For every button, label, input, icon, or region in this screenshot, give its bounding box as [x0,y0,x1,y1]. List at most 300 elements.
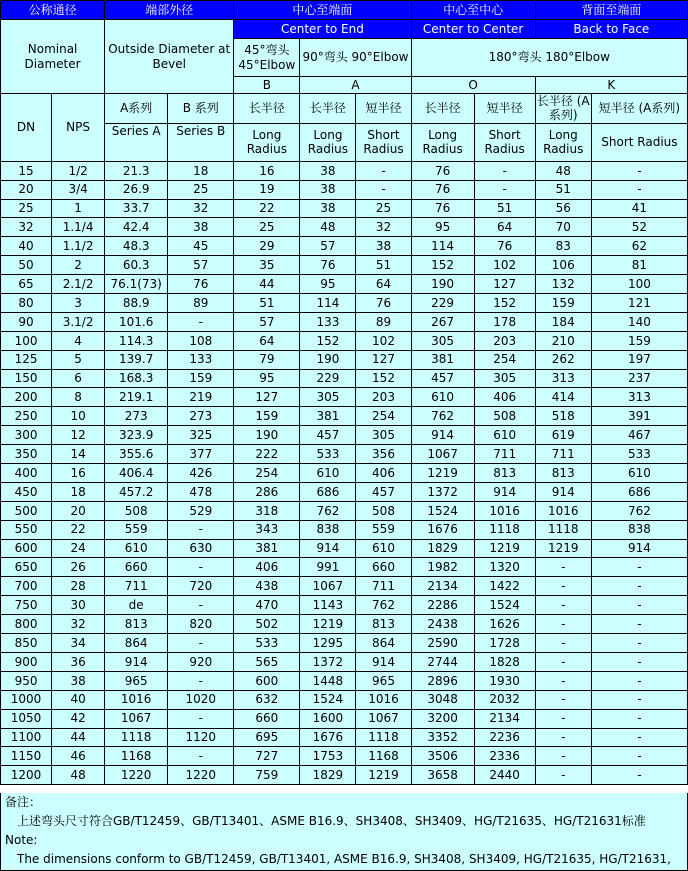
table-row [1,634,688,653]
table-row [1,596,688,615]
b2f-short-header-en: Short Radius [591,123,687,161]
table-cell: 219 [168,388,234,407]
table-cell: 813 [105,615,168,634]
table-cell: - [535,558,591,577]
table-cell: 139.7 [105,350,168,369]
table-cell: 1118 [535,520,591,539]
table-cell: - [356,161,411,180]
table-cell: 762 [356,596,411,615]
table-cell: 3658 [411,766,474,785]
table-cell: 25 [234,218,300,237]
table-cell: 1200 [1,766,52,785]
table-cell: 45 [168,237,234,256]
table-cell: 2744 [411,652,474,671]
table-row [1,520,688,539]
table-cell: 190 [411,275,474,294]
table-cell: 1676 [411,520,474,539]
table-cell: 426 [168,464,234,483]
table-cell: 508 [356,501,411,520]
table-row [1,558,688,577]
table-cell: 457 [300,426,356,445]
table-cell: - [591,766,687,785]
table-cell: 42.4 [105,218,168,237]
table-cell: 1320 [474,558,535,577]
table-cell: 727 [234,747,300,766]
table-cell: 457 [411,369,474,388]
table-cell: 406 [234,558,300,577]
table-cell: 600 [234,671,300,690]
table-cell: 32 [168,199,234,218]
table-cell: 470 [234,596,300,615]
table-cell: - [535,577,591,596]
table-cell: 391 [591,407,687,426]
table-cell: 529 [168,501,234,520]
table-cell: 250 [1,407,52,426]
table-cell: 60.3 [105,256,168,275]
table-cell: 533 [234,634,300,653]
table-cell: 26 [52,558,105,577]
table-cell: - [591,747,687,766]
table-cell: 127 [234,388,300,407]
table-cell: 48 [535,161,591,180]
table-cell: 40 [1,237,52,256]
table-cell: 190 [300,350,356,369]
table-cell: 64 [234,331,300,350]
table-cell: 33.7 [105,199,168,218]
table-cell: 254 [474,350,535,369]
table-cell: 619 [535,426,591,445]
table-cell: 5 [52,350,105,369]
table-cell: 35 [234,256,300,275]
table-cell: 813 [474,464,535,483]
table-cell: 2134 [411,577,474,596]
table-cell: 190 [234,426,300,445]
table-cell: 711 [535,445,591,464]
table-cell: 1 [52,199,105,218]
table-cell: 1982 [411,558,474,577]
table-row [1,766,688,785]
series-b-header-en: Series B [168,123,234,161]
table-cell: 1120 [168,728,234,747]
table-cell: - [591,709,687,728]
table-cell: - [535,690,591,709]
table-cell: 57 [234,312,300,331]
table-cell: 25 [356,199,411,218]
table-cell: 1016 [535,501,591,520]
table-cell: 76 [411,161,474,180]
table-cell: 502 [234,615,300,634]
table-cell: 508 [474,407,535,426]
table-cell: 660 [234,709,300,728]
table-row [1,615,688,634]
table-cell: 25 [168,180,234,199]
table-cell: - [535,615,591,634]
table-cell: - [535,747,591,766]
table-cell: 381 [411,350,474,369]
table-cell: 3048 [411,690,474,709]
table-cell: 820 [168,615,234,634]
table-cell: 32 [52,615,105,634]
back-to-face-header-en: Back to Face [535,20,687,39]
table-cell: - [535,709,591,728]
table-cell: 38 [168,218,234,237]
table-cell: 1067 [411,445,474,464]
table-cell: 1118 [356,728,411,747]
table-cell: 660 [356,558,411,577]
symbol-o: O [411,77,535,94]
table-cell: - [474,180,535,199]
table-cell: - [168,709,234,728]
table-cell: - [591,634,687,653]
table-cell: 101.6 [105,312,168,331]
table-cell: 343 [234,520,300,539]
table-cell: 2286 [411,596,474,615]
table-cell: - [535,634,591,653]
table-cell: 1168 [356,747,411,766]
table-cell: 559 [356,520,411,539]
table-cell: - [535,766,591,785]
table-cell: - [535,596,591,615]
table-cell: 864 [105,634,168,653]
table-cell: 914 [535,482,591,501]
elbow45-long-header-cn: 长半径 [234,94,300,124]
table-cell: 750 [1,596,52,615]
table-cell: 51 [234,294,300,313]
table-cell: 178 [474,312,535,331]
elbow-180-header: 180°弯头 180°Elbow [411,39,687,77]
table-cell: 838 [591,520,687,539]
back-to-face-header-cn: 背面至端面 [535,1,687,20]
table-cell: 51 [474,199,535,218]
table-cell: 313 [535,369,591,388]
table-cell: 203 [356,388,411,407]
table-cell: 210 [535,331,591,350]
table-cell: 1626 [474,615,535,634]
table-cell: 1067 [356,709,411,728]
table-cell: 38 [300,161,356,180]
table-cell: 16 [234,161,300,180]
table-cell: - [356,180,411,199]
table-cell: 630 [168,539,234,558]
center-to-end-header-en: Center to End [234,20,411,39]
table-cell: 1067 [105,709,168,728]
table-cell: 2134 [474,709,535,728]
table-cell: 25 [1,199,52,218]
table-cell: 273 [168,407,234,426]
elbow45-long-header-en: Long Radius [234,123,300,161]
table-cell: - [168,520,234,539]
table-cell: 12 [52,426,105,445]
table-cell: 350 [1,445,52,464]
table-cell: 197 [591,350,687,369]
table-cell: - [535,728,591,747]
table-cell: 1.1/2 [52,237,105,256]
table-cell: 686 [591,482,687,501]
table-row [1,388,688,407]
table-cell: 508 [105,501,168,520]
c2c-short-header-en: Short Radius [474,123,535,161]
table-cell: 41 [591,199,687,218]
table-cell: 1219 [356,766,411,785]
table-cell: 48.3 [105,237,168,256]
table-cell: 1829 [300,766,356,785]
table-cell: 56 [535,199,591,218]
table-cell: 438 [234,577,300,596]
table-cell: 457.2 [105,482,168,501]
symbol-a: A [300,77,411,94]
center-to-center-header-cn: 中心至中心 [411,1,535,20]
table-cell: 262 [535,350,591,369]
table-row [1,539,688,558]
table-cell: 6 [52,369,105,388]
table-cell: 610 [474,426,535,445]
table-cell: 914 [591,539,687,558]
table-row [1,256,688,275]
table-cell: 125 [1,350,52,369]
table-cell: - [168,558,234,577]
table-cell: 318 [234,501,300,520]
table-cell: 83 [535,237,591,256]
table-row [1,161,688,180]
table-cell: 38 [300,180,356,199]
table-cell: 813 [356,615,411,634]
table-cell: 406 [356,464,411,483]
table-cell: 3352 [411,728,474,747]
table-cell: 1118 [105,728,168,747]
table-cell: 184 [535,312,591,331]
table-cell: 2896 [411,671,474,690]
table-cell: 518 [535,407,591,426]
table-cell: 1448 [300,671,356,690]
table-cell: - [591,690,687,709]
table-cell: 18 [52,482,105,501]
table-row [1,407,688,426]
table-cell: 1.1/4 [52,218,105,237]
table-cell: 965 [356,671,411,690]
table-cell: 102 [356,331,411,350]
table-cell: 80 [1,294,52,313]
c2c-short-header-cn: 短半径 [474,94,535,124]
table-cell: - [168,596,234,615]
table-cell: 48 [300,218,356,237]
table-cell: 219.1 [105,388,168,407]
table-cell: 965 [105,671,168,690]
table-cell: 1295 [300,634,356,653]
table-cell: 42 [52,709,105,728]
table-cell: 305 [474,369,535,388]
table-cell: 632 [234,690,300,709]
table-cell: 914 [356,652,411,671]
table-cell: 48 [52,766,105,785]
table-cell: 40 [52,690,105,709]
table-cell: 76 [411,180,474,199]
table-cell: 3/4 [52,180,105,199]
table-row [1,464,688,483]
series-a-header-en: Series A [105,123,168,161]
table-cell: 24 [52,539,105,558]
table-cell: 800 [1,615,52,634]
table-cell: 20 [52,501,105,520]
table-cell: 1220 [168,766,234,785]
dn-header: DN [1,94,52,162]
c2c-long-header-cn: 长半径 [411,94,474,124]
table-cell: 52 [591,218,687,237]
table-cell: 1372 [300,652,356,671]
table-cell: - [591,728,687,747]
table-cell: 305 [300,388,356,407]
table-cell: 838 [300,520,356,539]
table-cell: 1930 [474,671,535,690]
table-row [1,501,688,520]
table-cell: 114 [411,237,474,256]
table-cell: 600 [1,539,52,558]
table-cell: 2236 [474,728,535,747]
table-cell: 200 [1,388,52,407]
table-cell: 127 [474,275,535,294]
table-cell: 1067 [300,577,356,596]
table-cell: 686 [300,482,356,501]
table-cell: 20 [1,180,52,199]
table-cell: 62 [591,237,687,256]
table-cell: 400 [1,464,52,483]
table-cell: 1219 [535,539,591,558]
table-cell: 325 [168,426,234,445]
table-cell: 1219 [411,464,474,483]
table-cell: 102 [474,256,535,275]
table-cell: 16 [52,464,105,483]
table-cell: 813 [535,464,591,483]
table-row [1,369,688,388]
table-cell: 1753 [300,747,356,766]
outside-header-cn: 端部外径 [105,1,234,20]
table-cell: 76.1(73) [105,275,168,294]
table-cell: 467 [591,426,687,445]
table-cell: 140 [591,312,687,331]
table-cell: 159 [535,294,591,313]
table-row [1,445,688,464]
table-cell: 38 [52,671,105,690]
table-cell: 2590 [411,634,474,653]
table-cell: 152 [411,256,474,275]
table-cell: 51 [356,256,411,275]
table-cell: 3 [52,294,105,313]
table-cell: 89 [168,294,234,313]
table-cell: 1828 [474,652,535,671]
table-cell: 121 [591,294,687,313]
symbol-b: B [234,77,300,94]
table-cell: 305 [411,331,474,350]
table-cell: 1524 [411,501,474,520]
table-cell: 76 [474,237,535,256]
table-cell: 565 [234,652,300,671]
table-cell: 300 [1,426,52,445]
table-cell: 114 [300,294,356,313]
table-cell: 1728 [474,634,535,653]
table-cell: 90 [1,312,52,331]
table-cell: 2.1/2 [52,275,105,294]
table-cell: 762 [411,407,474,426]
table-cell: 237 [591,369,687,388]
table-cell: 1600 [300,709,356,728]
elbow90-long-header-en: Long Radius [300,123,356,161]
table-cell: 991 [300,558,356,577]
table-cell: 700 [1,577,52,596]
table-cell: 100 [591,275,687,294]
table-cell: 2438 [411,615,474,634]
table-row [1,426,688,445]
table-cell: 1524 [300,690,356,709]
table-cell: 914 [474,482,535,501]
table-cell: 1/2 [52,161,105,180]
table-cell: 920 [168,652,234,671]
table-cell: 81 [591,256,687,275]
table-cell: - [535,671,591,690]
table-cell: 650 [1,558,52,577]
table-cell: 15 [1,161,52,180]
table-row [1,350,688,369]
table-cell: 950 [1,671,52,690]
table-cell: 168.3 [105,369,168,388]
notes-label-cn: 备注： [5,795,42,809]
table-cell: 95 [411,218,474,237]
table-row [1,652,688,671]
series-a-header-cn: A系列 [105,94,168,124]
table-cell: 381 [234,539,300,558]
table-cell: 38 [356,237,411,256]
table-cell: 273 [105,407,168,426]
table-cell: 381 [300,407,356,426]
table-cell: 29 [234,237,300,256]
table-row [1,690,688,709]
table-cell: 32 [1,218,52,237]
outside-header-en: Outside Diameter at Bevel [105,20,234,94]
table-cell: 127 [356,350,411,369]
table-cell: 286 [234,482,300,501]
table-cell: 108 [168,331,234,350]
table-cell: 18 [168,161,234,180]
table-cell: 414 [535,388,591,407]
table-cell: 720 [168,577,234,596]
notes-text-cn: 上述弯头尺寸符合GB/T12459、GB/T13401、ASME B16.9、SH3408、SH3409、HG/T21635、HG/T21631标准 [17,814,646,828]
b2f-long-header-cn: 长半径 (A系列) [536,94,590,123]
table-cell: 1219 [474,539,535,558]
table-body [1,161,688,784]
table-cell: 457 [356,482,411,501]
table-cell: 1422 [474,577,535,596]
table-cell: - [591,161,687,180]
symbol-k: K [535,77,687,94]
table-cell: 762 [300,501,356,520]
table-cell: - [168,312,234,331]
table-cell: 559 [105,520,168,539]
table-row [1,331,688,350]
table-cell: 8 [52,388,105,407]
table-cell: 34 [52,634,105,653]
table-cell: 900 [1,652,52,671]
table-cell: 313 [591,388,687,407]
table-cell: 1118 [474,520,535,539]
notes-label-en: Note: [5,833,38,847]
table-cell: 21.3 [105,161,168,180]
table-cell: 70 [535,218,591,237]
table-row [1,199,688,218]
table-row [1,312,688,331]
table-cell: 500 [1,501,52,520]
table-cell: - [591,671,687,690]
table-cell: 377 [168,445,234,464]
table-cell: 1150 [1,747,52,766]
table-row [1,671,688,690]
